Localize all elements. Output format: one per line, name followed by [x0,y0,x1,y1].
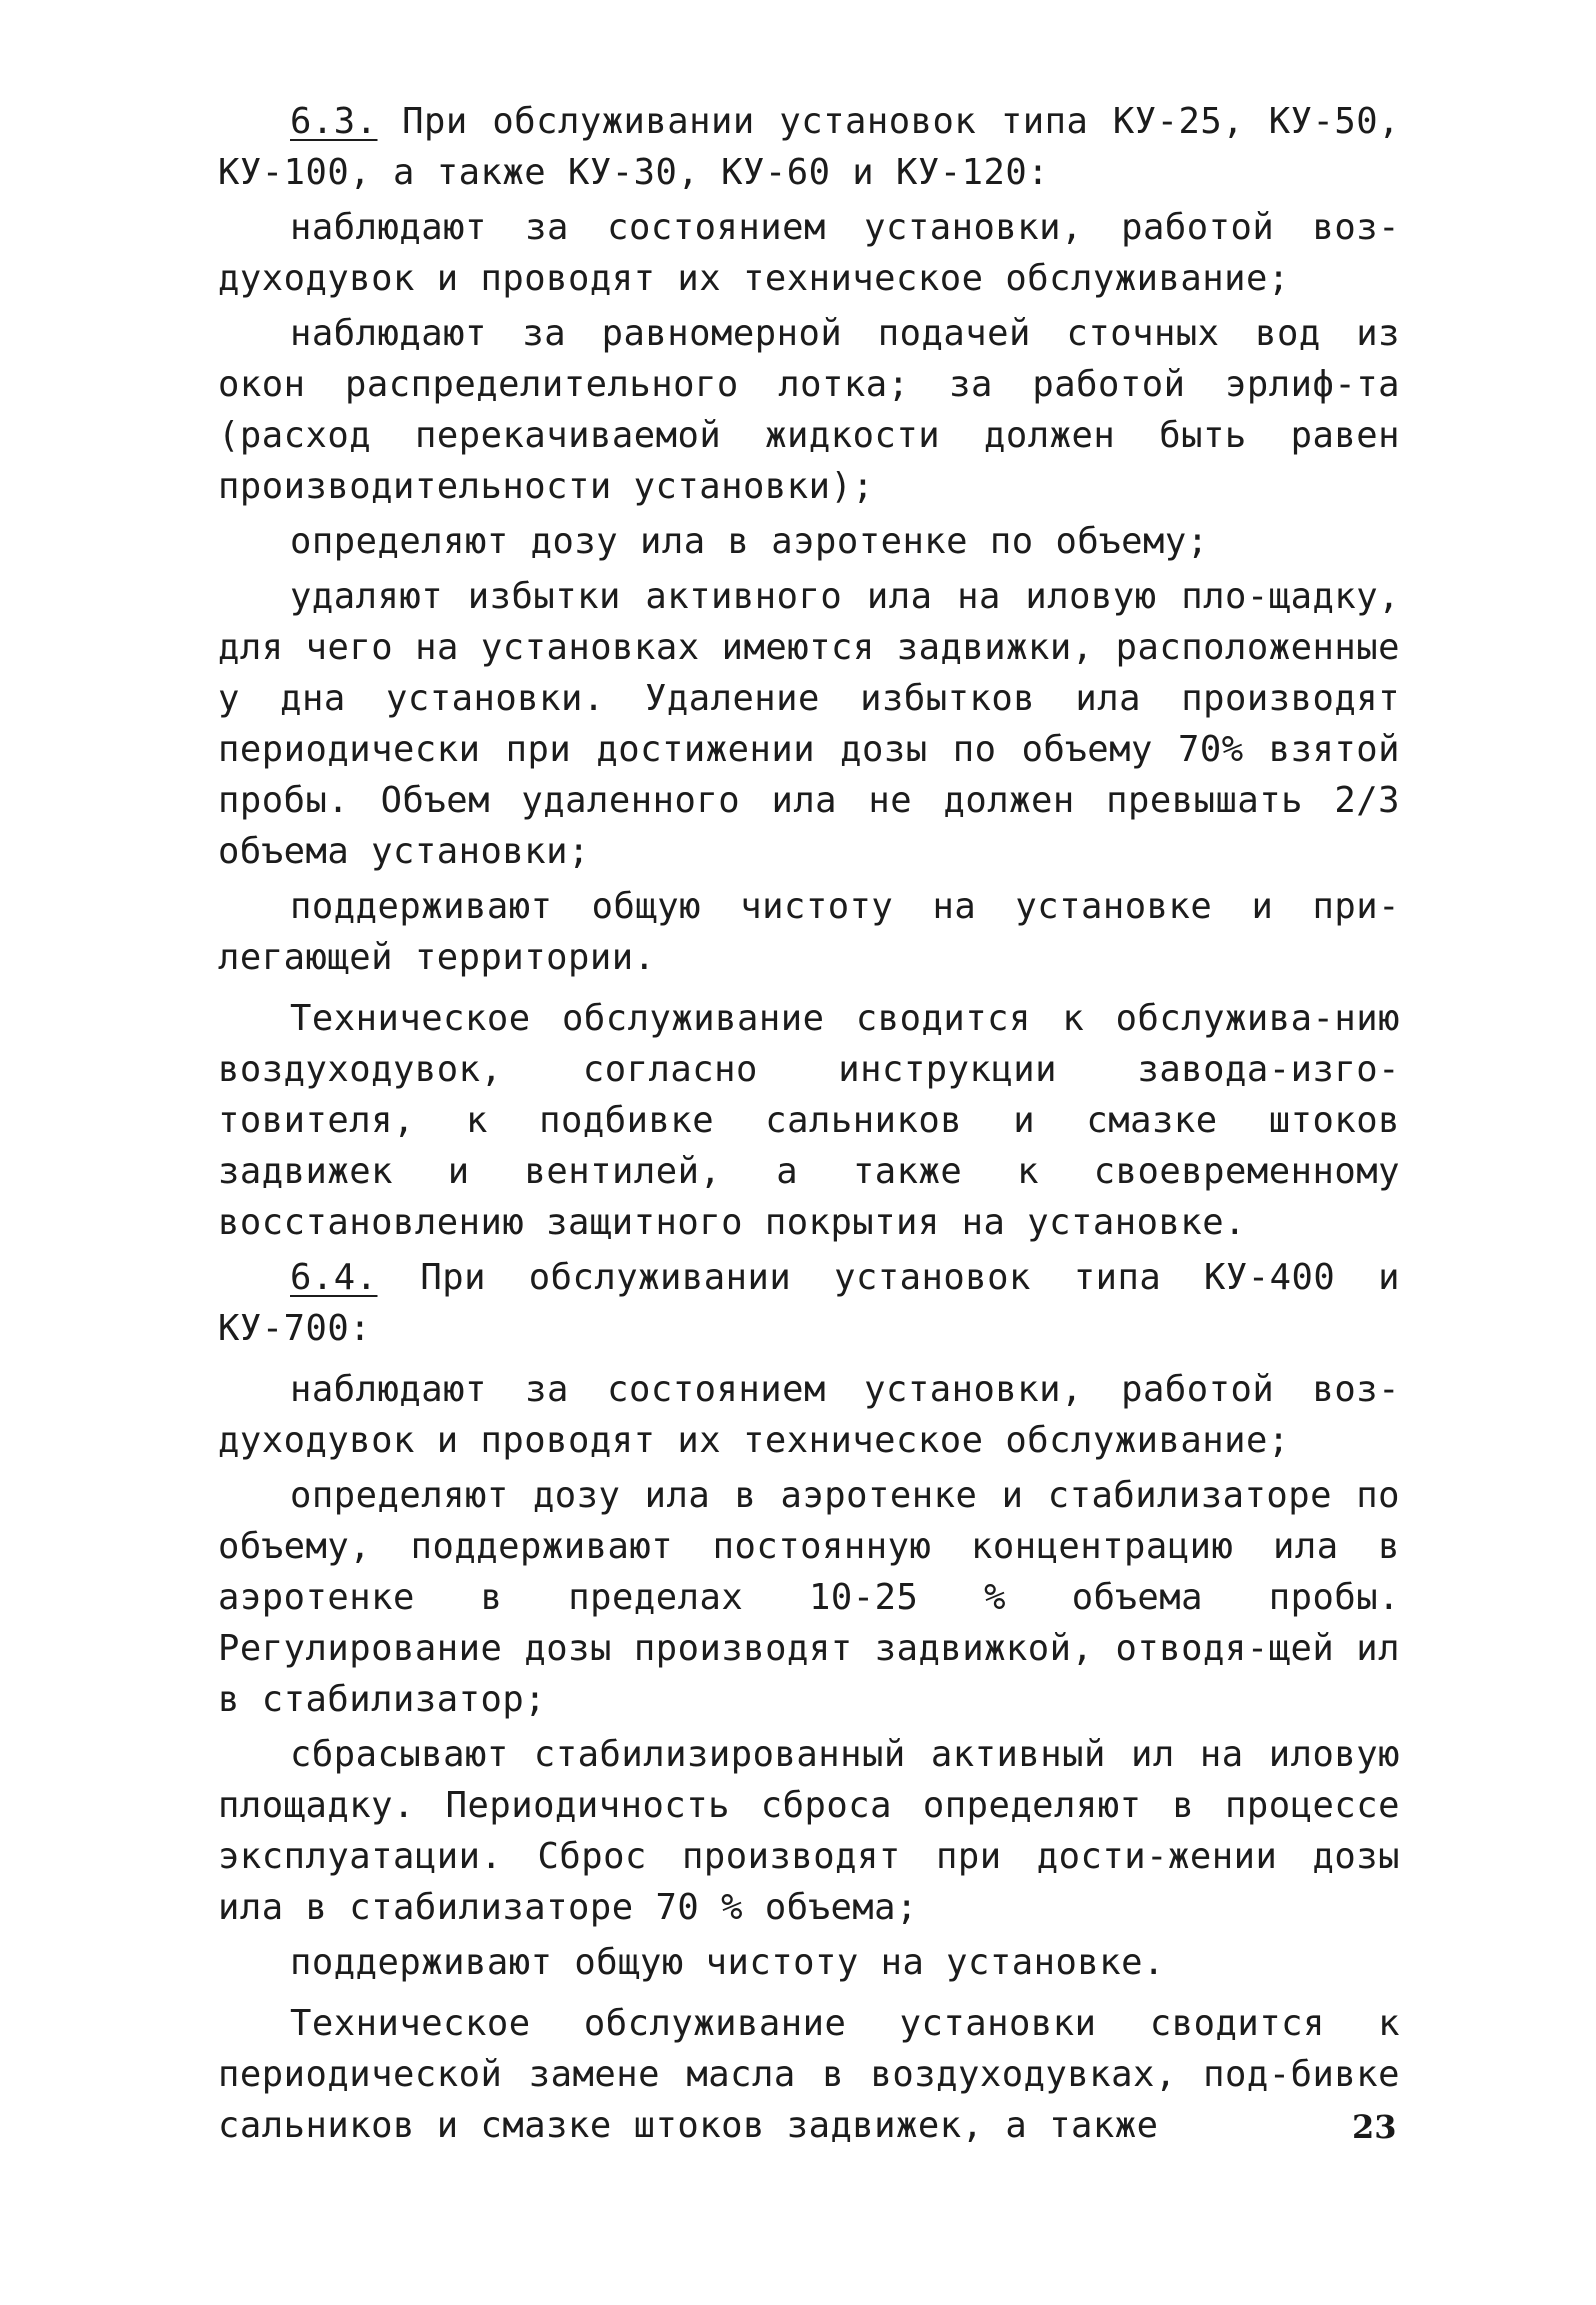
section-6-4-heading [218,1252,1400,1354]
list-item: наблюдают за состоянием установки, работой воз-духодувок и проводят их техническое обслуживание; [218,1369,1400,1461]
section-number: 6.3. [290,101,378,142]
section-6-3-heading [218,96,1400,198]
body-text [218,96,1400,2151]
list-item: наблюдают за равномерной подачей сточных вод из окон распределительного лотка; за работой эрлиф-та (расход перекачиваемой жидкости должен быть равен производительности установки); [218,313,1400,507]
list-item: поддерживают общую чистоту на установке и при-легающей территории. [218,886,1400,978]
list-item: определяют дозу ила в аэротенке и стабилизаторе по объему, поддерживают постоянную концентрацию ила в аэротенке в пределах 10-25 % объема пробы. Регулирование дозы производят задвижкой, отводя-щей ил в стабилизатор; [218,1475,1400,1720]
list-item: определяют дозу ила в аэротенке по объему; [290,521,1209,562]
list-item: удаляют избытки активного ила на иловую пло-щадку, для чего на установках имеются задвижки, расположенные у дна установки. Удаление избытков ила производят периодически при достижении дозы по объему 70% взятой пробы. Объем удаленного ила не должен превышать 2/3 объема установки; [218,576,1400,872]
section-heading-text: При обслуживании установок типа КУ-400 и КУ-700: [218,1257,1400,1349]
maintenance-paragraph: Техническое обслуживание установки сводится к периодической замене масла в воздуходувках, под-бивке сальников и смазке штоков задвижек, а также [218,2003,1400,2146]
list-item: сбрасывают стабилизированный активный ил на иловую площадку. Периодичность сброса определяют в процессе эксплуатации. Сброс производят при дости-жении дозы ила в стабилизаторе 70 % объема; [218,1734,1400,1928]
page-number: 23 [1352,2108,1397,2146]
section-heading-text: При обслуживании установок типа КУ-25, КУ-50, КУ-100, а также КУ-30, КУ-60 и КУ-120: [218,101,1401,193]
list-item: наблюдают за состоянием установки, работой воз-духодувок и проводят их техническое обслуживание; [218,207,1400,299]
maintenance-paragraph: Техническое обслуживание сводится к обслужива-нию воздуходувок, согласно инструкции завода-изго-товителя, к подбивке сальников и смазке штоков задвижек и вентилей, а также к своевременному восстановлению защитного покрытия на установке. [218,998,1400,1243]
section-number: 6.4. [290,1257,378,1298]
list-item: поддерживают общую чистоту на установке. [290,1942,1165,1983]
